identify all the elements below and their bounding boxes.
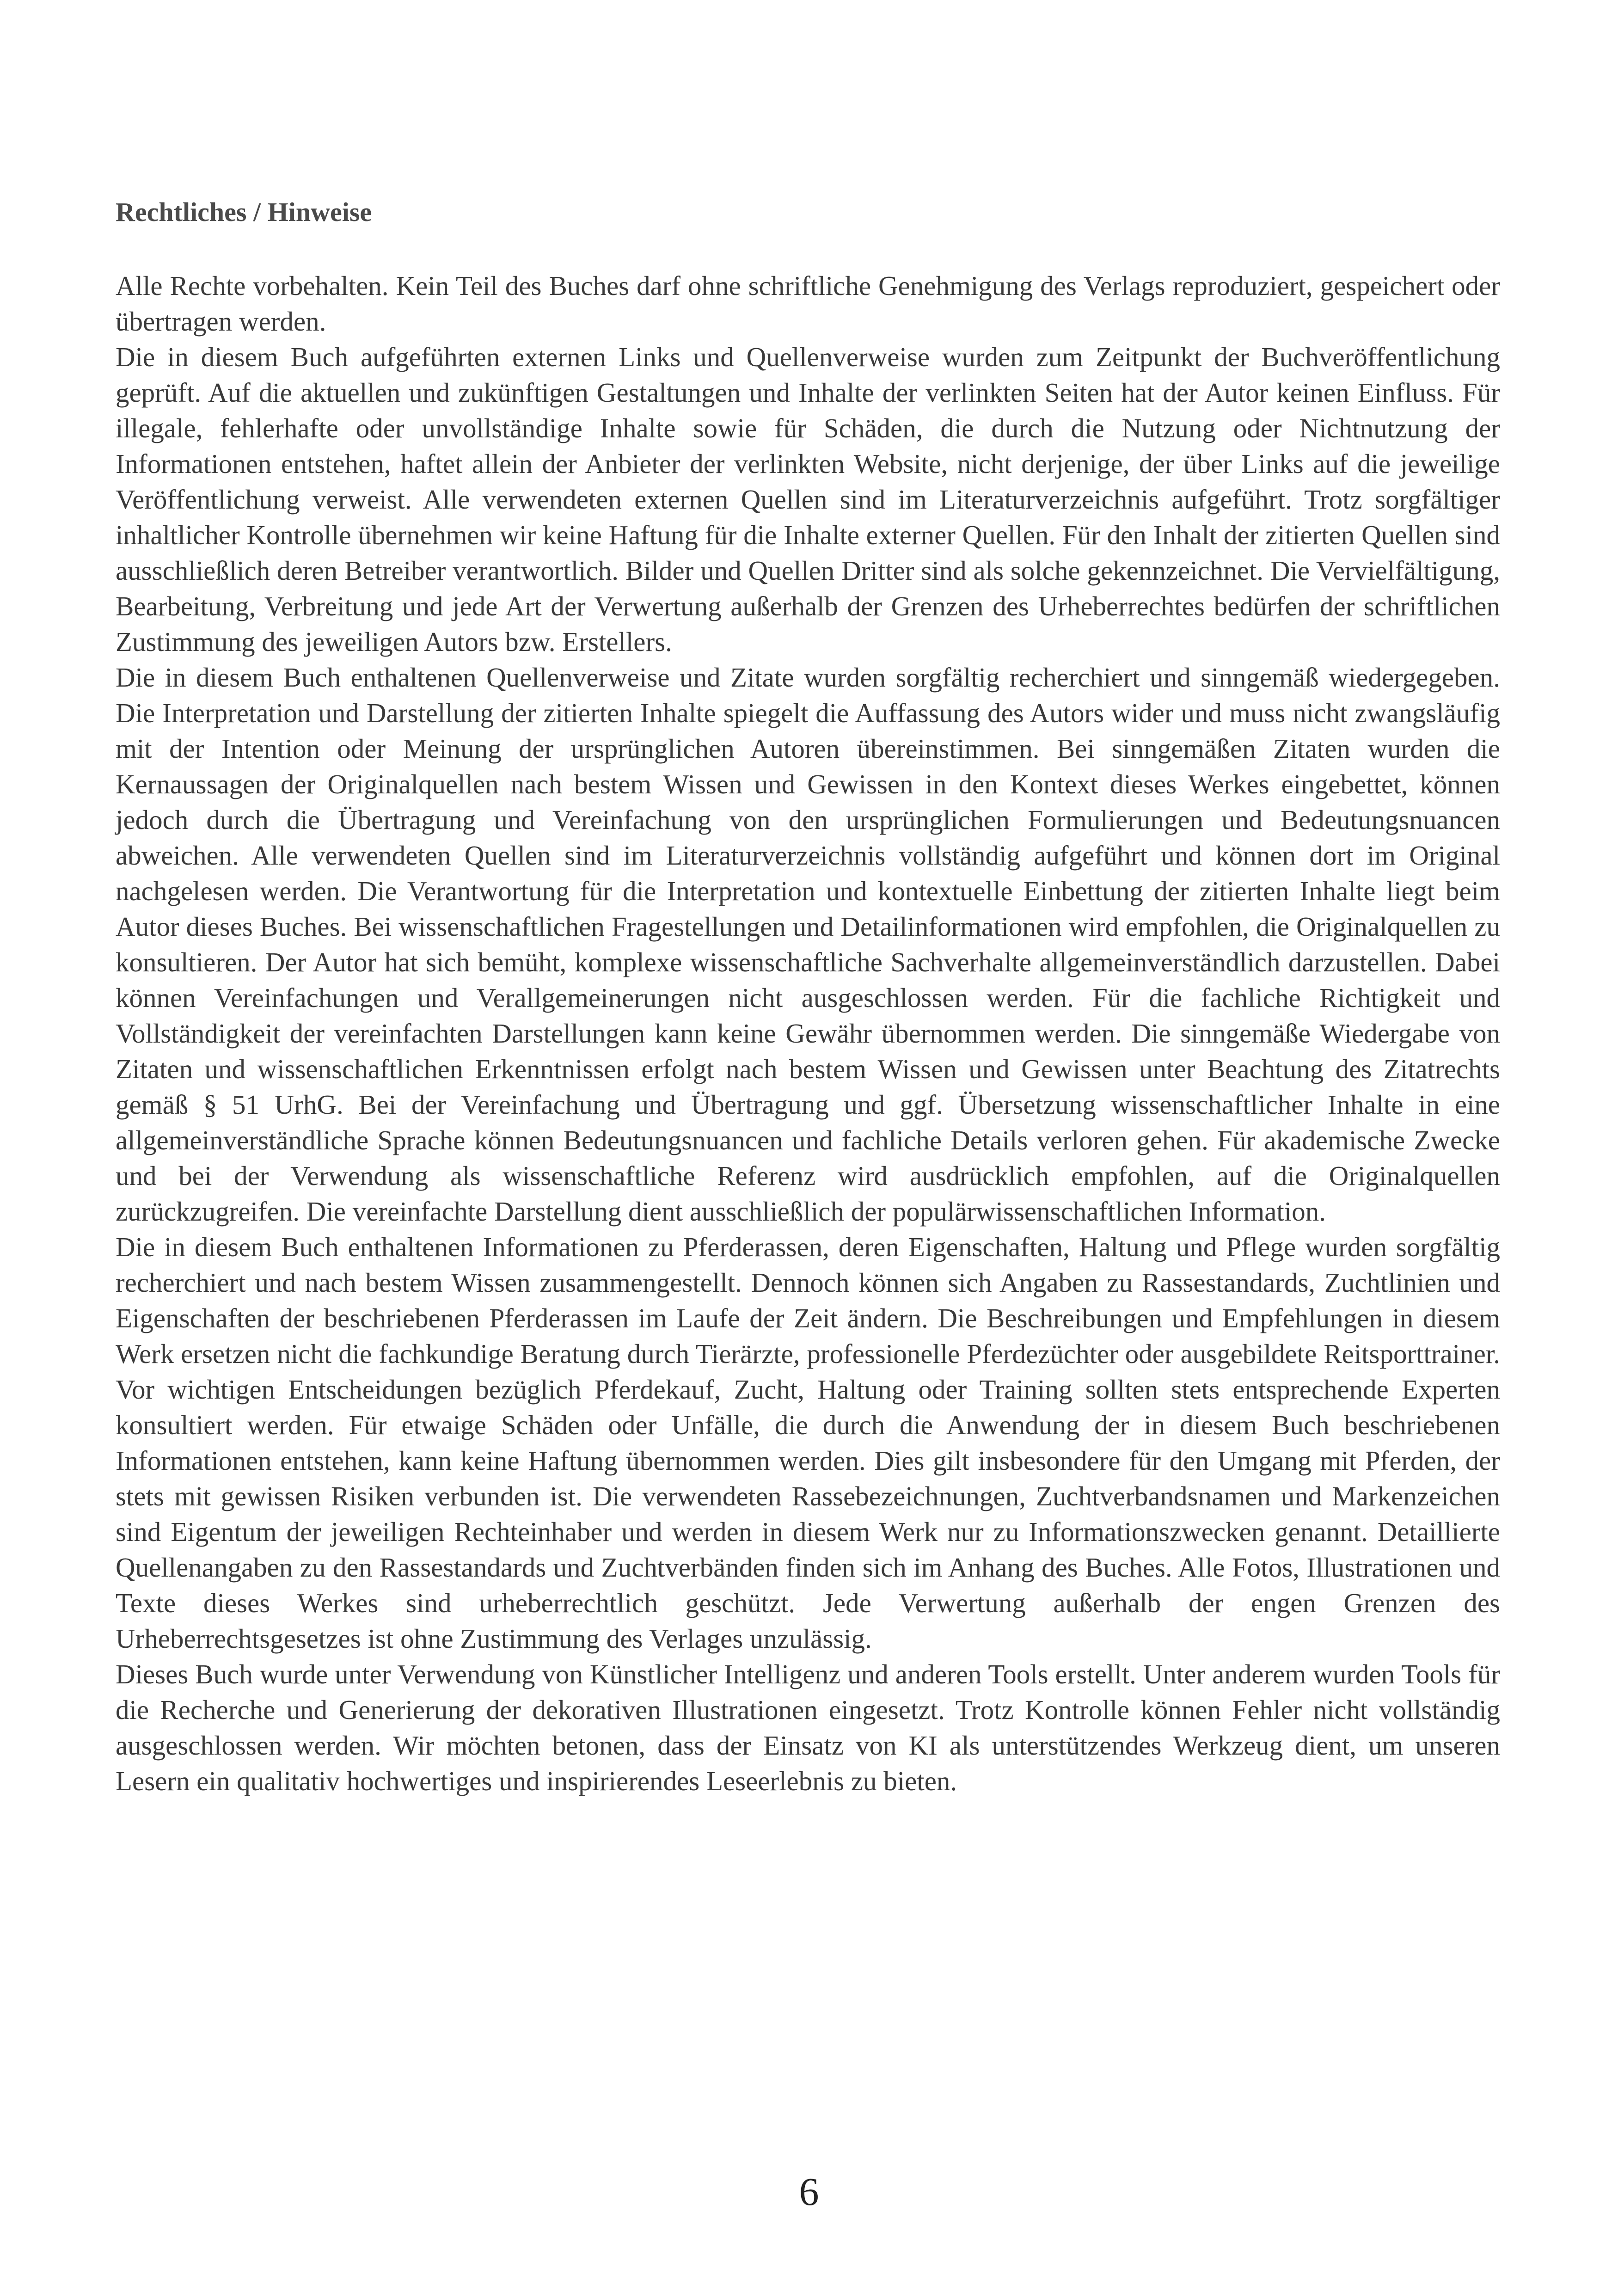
- paragraph-external-links: Die in diesem Buch aufgeführten externen Links und Quellenverweise wurden zum Zeitpunkt der Buchveröffentlichung geprüft. Auf die aktuellen und zukünftigen Gestaltungen und Inhalte der verlinkten Seiten hat der Autor keinen Einfluss. Für illegale, fehlerhafte oder unvollständige Inhalte sowie für Schäden, die durch die Nutzung oder Nichtnutzung der Informationen entstehen, haftet allein der Anbieter der verlinkten Website, nicht derjenige, der über Links auf die jeweilige Veröffentlichung verweist. Alle verwendeten externen Quellen sind im Literaturverzeichnis aufgeführt. Trotz sorgfältiger inhaltlicher Kontrolle übernehmen wir keine Haftung für die Inhalte externer Quellen. Für den Inhalt der zitierten Quellen sind ausschließlich deren Betreiber verantwortlich. Bilder und Quellen Dritter sind als solche gekennzeichnet. Die Vervielfältigung, Bearbeitung, Verbreitung und jede Art der Verwertung außerhalb der Grenzen des Urheberrechtes bedürfen der schriftlichen Zustimmung des jeweiligen Autors bzw. Erstellers.: [116, 342, 1500, 657]
- legal-notice-body: [116, 268, 1500, 1799]
- paragraph-ai-usage: Dieses Buch wurde unter Verwendung von Künstlicher Intelligenz und anderen Tools erstellt. Unter anderem wurden Tools für die Recherche und Generierung der dekorativen Illustrationen eingesetzt. Trotz Kontrolle können Fehler nicht vollständig ausgeschlossen werden. Wir möchten betonen, dass der Einsatz von KI als unterstützendes Werkzeug dient, um unseren Lesern ein qualitativ hochwertiges und inspirierendes Leseerlebnis zu bieten.: [116, 1659, 1500, 1796]
- paragraph-horse-information: Die in diesem Buch enthaltenen Informationen zu Pferderassen, deren Eigenschaften, Haltung und Pflege wurden sorgfältig recherchiert und nach bestem Wissen zusammengestellt. Dennoch können sich Angaben zu Rassestandards, Zuchtlinien und Eigenschaften der beschriebenen Pferderassen im Laufe der Zeit ändern. Die Beschreibungen und Empfehlungen in diesem Werk ersetzen nicht die fachkundige Beratung durch Tierärzte, professionelle Pferdezüchter oder ausgebildete Reitsporttrainer. Vor wichtigen Entscheidungen bezüglich Pferdekauf, Zucht, Haltung oder Training sollten stets entsprechende Experten konsultiert werden. Für etwaige Schäden oder Unfälle, die durch die Anwendung der in diesem Buch beschriebenen Informationen entstehen, kann keine Haftung übernommen werden. Dies gilt insbesondere für den Umgang mit Pferden, der stets mit gewissen Risiken verbunden ist. Die verwendeten Rassebezeichnungen, Zuchtverbandsnamen und Markenzeichen sind Eigentum der jeweiligen Rechteinhaber und werden in diesem Werk nur zu Informationszwecken genannt. Detaillierte Quellenangaben zu den Rassestandards und Zuchtverbänden finden sich im Anhang des Buches. Alle Fotos, Illustrationen und Texte dieses Werkes sind urheberrechtlich geschützt. Jede Verwertung außerhalb der engen Grenzen des Urheberrechtsgesetzes ist ohne Zustimmung des Verlages unzulässig.: [116, 1232, 1500, 1654]
- paragraph-citations: Die in diesem Buch enthaltenen Quellenverweise und Zitate wurden sorgfältig recherchiert und sinngemäß wiedergegeben. Die Interpretation und Darstellung der zitierten Inhalte spiegelt die Auffassung des Autors wider und muss nicht zwangsläufig mit der Intention oder Meinung der ursprünglichen Autoren übereinstimmen. Bei sinngemäßen Zitaten wurden die Kernaussagen der Originalquellen nach bestem Wissen und Gewissen in den Kontext dieses Werkes eingebettet, können jedoch durch die Übertragung und Vereinfachung von den ursprünglichen Formulierungen und Bedeutungsnuancen abweichen. Alle verwendeten Quellen sind im Literaturverzeichnis vollständig aufgeführt und können dort im Original nachgelesen werden. Die Verantwortung für die Interpretation und kontextuelle Einbettung der zitierten Inhalte liegt beim Autor dieses Buches. Bei wissenschaftlichen Fragestellungen und Detailinformationen wird empfohlen, die Originalquellen zu konsultieren. Der Autor hat sich bemüht, komplexe wissenschaftliche Sachverhalte allgemeinverständlich darzustellen. Dabei können Vereinfachungen und Verallgemeinerungen nicht ausgeschlossen werden. Für die fachliche Richtigkeit und Vollständigkeit der vereinfachten Darstellungen kann keine Gewähr übernommen werden. Die sinngemäße Wiedergabe von Zitaten und wissenschaftlichen Erkenntnissen erfolgt nach bestem Wissen und Gewissen unter Beachtung des Zitatrechts gemäß § 51 UrhG. Bei der Vereinfachung und Übertragung und ggf. Übersetzung wissenschaftlicher Inhalte in eine allgemeinverständliche Sprache können Bedeutungsnuancen und fachliche Details verloren gehen. Für akademische Zwecke und bei der Verwendung als wissenschaftliche Referenz wird ausdrücklich empfohlen, auf die Originalquellen zurückzugreifen. Die vereinfachte Darstellung dient ausschließlich der populärwissenschaftlichen Information.: [116, 662, 1500, 1227]
- page-number: 6: [799, 2169, 819, 2214]
- paragraph-rights-reserved: Alle Rechte vorbehalten. Kein Teil des Buches darf ohne schriftliche Genehmigung des Verlags reproduziert, gespeichert oder übertragen werden.: [116, 270, 1500, 337]
- page-heading: Rechtliches / Hinweise: [116, 197, 372, 227]
